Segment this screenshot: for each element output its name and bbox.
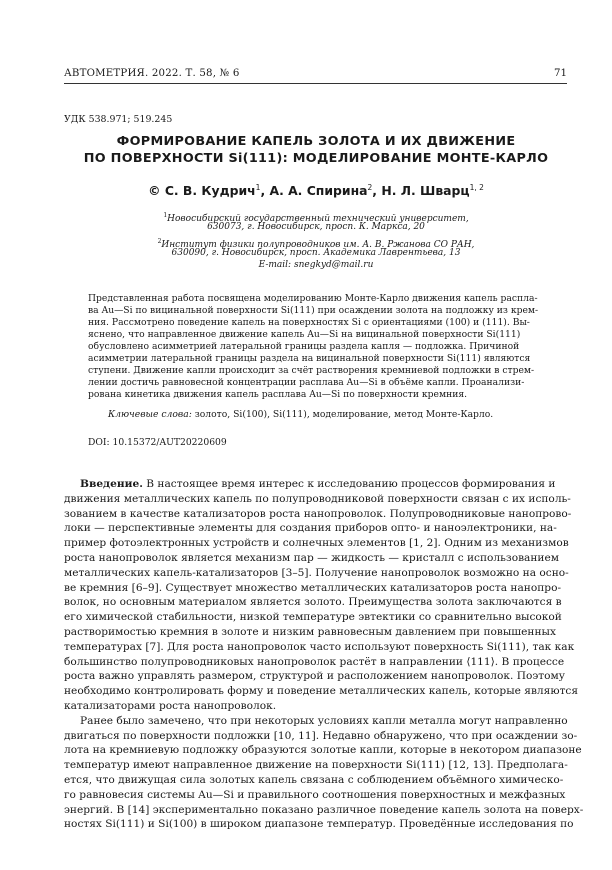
affiliation-2-line-2: 630090, г. Новосибирск, просп. Академика Лаврентьева, 13 <box>171 248 461 258</box>
copyright-symbol: © <box>148 183 161 199</box>
body-line: Ранее было замечено, что при некоторых условиях капли металла могут направленно <box>80 714 568 727</box>
author-email: E-mail: snegkyd@mail.ru <box>258 260 374 270</box>
header-rule <box>64 83 567 84</box>
body-line: необходимо контролировать форму и поведение металлических капель, которые являются <box>64 685 579 698</box>
author-affiliation-mark: 1 <box>255 183 261 192</box>
abstract-line: рована кинетика движения капель расплава Au—Si по поверхности кремния. <box>88 389 468 400</box>
body-line: двигаться по поверхности подложки [10, 11]. Недавно обнаружено, что при осаждении зо- <box>64 729 578 742</box>
body-line: локи — перспективные элементы для создания приборов опто- и наноэлектроники, на- <box>64 522 557 535</box>
body-line: большинство полупроводниковых нанопроволок растёт в направлении ⟨111⟩. В процессе <box>64 655 565 668</box>
body-line: лота на кремниевую подложку образуются золотые капли, которые в некотором диапазоне <box>64 744 582 757</box>
body-line: растворимостью кремния в золоте и низким равновесным давлением при повышенных <box>64 626 556 638</box>
abstract-line: яснено, что направленное движение капель Au—Si на вицинальной поверхности Si(111) <box>88 329 521 340</box>
body-line: температур имеют направленное движение на поверхности Si(111) [12, 13]. Предполага- <box>64 759 568 772</box>
abstract-line: лении достичь равновесной концентрации расплава Au—Si в объёме капли. Проанализи- <box>88 377 525 388</box>
affiliation-1-line-2: 630073, г. Новосибирск, просп. К. Маркса, 20 <box>207 222 425 232</box>
body-line: пример фотоэлектронных устройств и солнечных элементов [1, 2]. Одним из механизмов <box>64 537 569 550</box>
affiliation-mark: 2 <box>157 238 162 245</box>
abstract-line: асимметрии латеральной границы раздела на вицинальной поверхности Si(111) являются <box>88 353 531 364</box>
body-line: температурах [7]. Для роста нанопроволок часто используют поверхность Si(111), так как <box>64 640 575 653</box>
article-title-line-1: ФОРМИРОВАНИЕ КАПЕЛЬ ЗОЛОТА И ИХ ДВИЖЕНИЕ <box>116 134 516 149</box>
author-name: А. А. Спирина <box>269 183 368 199</box>
running-header <box>64 68 567 82</box>
abstract-line: обусловлено асимметрией латеральной границы раздела капля — подложка. Причиной <box>88 341 520 352</box>
abstract-line: ния. Рассмотрено поведение капель на поверхностях Si с ориентациями (100) и (111). Вы- <box>88 317 530 328</box>
abstract-line: Представленная работа посвящена моделированию Монте-Карло движения капель распла- <box>88 293 538 304</box>
body-line: ве кремния [6–9]. Существует множество металлических катализаторов роста нанопро- <box>64 581 562 594</box>
udk-code: УДК 538.971; 519.245 <box>64 114 173 125</box>
keywords-label: Ключевые слова: <box>108 409 192 420</box>
body-line: энергий. В [14] экспериментально показано различное поведение капель золота на поверх- <box>64 803 584 816</box>
doi-link[interactable]: DOI: 10.15372/AUT20220609 <box>88 437 227 448</box>
keywords <box>108 409 493 420</box>
body-line: его химической стабильности, низкой температуре эвтектики со сравнительно высокой <box>64 611 562 624</box>
keywords-text: золото, Si(100), Si(111), моделирование, метод Монте-Карло. <box>191 409 494 420</box>
author-name: Н. Л. Шварц <box>381 183 470 199</box>
author-name: С. В. Кудрич <box>164 183 256 199</box>
body-line: ностях Si(111) и Si(100) в широком диапазоне температур. Проведённые исследования по <box>64 818 574 831</box>
section-heading-introduction: Введение. <box>80 478 143 490</box>
abstract-line: ва Au—Si по вицинальной поверхности Si(111) при осаждении золота на подложку из крем- <box>88 305 539 316</box>
author-affiliation-mark: 2 <box>367 183 373 192</box>
body-line: катализаторами роста нанопроволок. <box>64 700 277 712</box>
journal-citation: АВТОМЕТРИЯ. 2022. Т. 58, № 6 <box>64 68 240 79</box>
abstract-line: ступени. Движение капли происходит за счёт растворения кремниевой подложки в стрем- <box>88 365 535 376</box>
affiliation-1-line-1: $^1$Новосибирский государственный технический университет, <box>163 212 469 224</box>
body-line: Введение. В настоящее время интерес к исследованию процессов формирования и <box>80 478 556 490</box>
affiliation-2-line-1: $^2$Институт физики полупроводников им. А. В. Ржанова СО РАН, <box>157 238 475 250</box>
author-list: © С. В. Кудрич$^1$, А. А. Спирина$^2$, Н. Л. Шварц$^{1, 2}$ <box>148 183 484 199</box>
author-affiliation-mark: 1, 2 <box>469 183 484 192</box>
body-line: го равновесия системы Au—Si и правильного соотношения поверхностных и межфазных <box>64 788 566 801</box>
page-number: 71 <box>554 68 567 79</box>
body-line: движения металлических капель по полупроводниковой поверхности связан с их исполь- <box>64 492 571 505</box>
body-line: металлических капель-катализаторов [3–5]. Получение нанопроволок возможно на осно- <box>64 566 569 579</box>
body-line: ется, что движущая сила золотых капель связана с соблюдением объёмного химическо- <box>64 774 564 786</box>
affiliation-mark: 1 <box>163 212 168 219</box>
body-line: зованием в качестве катализаторов роста нанопроволок. Полупроводниковые нанопрово- <box>64 507 572 520</box>
article-title-line-2: ПО ПОВЕРХНОСТИ Si(111): МОДЕЛИРОВАНИЕ МОНТЕ-КАРЛО <box>83 151 549 166</box>
body-line: роста важно управлять размером, структурой и расположением нанопроволок. Поэтому <box>64 670 565 683</box>
body-line: волок, но основным материалом является золото. Преимущества золота заключаются в <box>64 596 562 609</box>
body-line: роста нанопроволок является механизм пар — жидкость — кристалл с использованием <box>64 552 559 564</box>
